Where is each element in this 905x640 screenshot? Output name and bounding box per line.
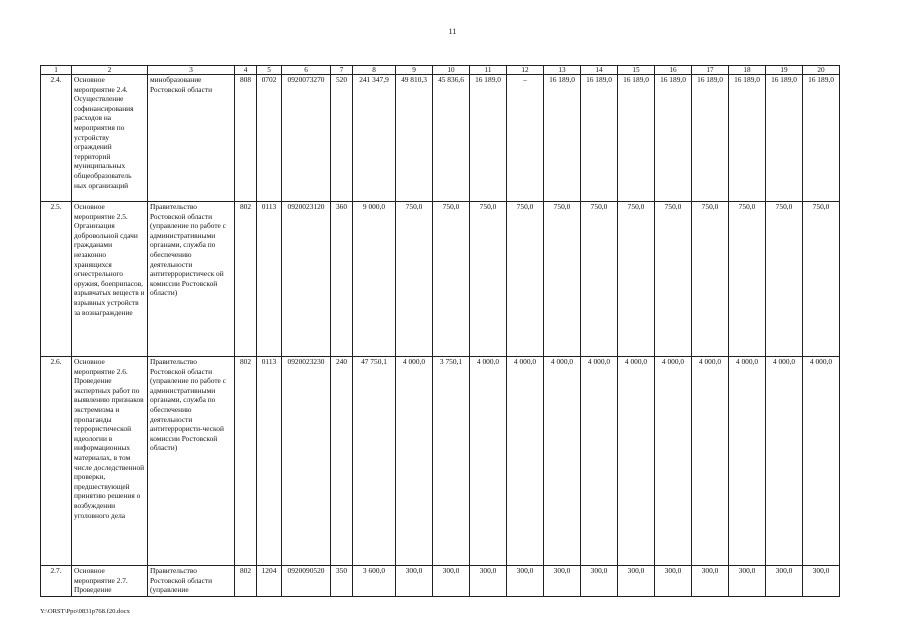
value-cell: 750,0	[655, 202, 692, 357]
activity-name: Основное мероприятие 2.5. Организация добровольной сдачи гражданами незаконно хранящихся огнестрельного оружия, боеприпасов, взрывчатых веществ и взрывных устройств за вознаграждение	[72, 202, 148, 357]
value-cell: 300,0	[729, 566, 766, 597]
page-number: 11	[448, 27, 457, 36]
value-cell: 47 750,1	[353, 357, 396, 566]
value-cell: 4 000,0	[692, 357, 729, 566]
row-number: 2.6.	[41, 357, 72, 566]
value-cell: 750,0	[581, 202, 618, 357]
value-cell: 4 000,0	[470, 357, 507, 566]
code-cell: 0920090520	[282, 566, 331, 597]
value-cell: 4 000,0	[803, 357, 840, 566]
value-cell: 45 836,6	[433, 75, 470, 202]
value-cell: 16 189,0	[470, 75, 507, 202]
value-cell: –	[507, 75, 544, 202]
activity-name: Основное мероприятие 2.6. Проведение экспертных работ по выявлению признаков экстремизма и пропаганды террористической идеологии в информационных материалах, в том числе доследственной проверки, предшествующей принятию решения о возбуждении уголовного дела	[72, 357, 148, 566]
value-cell: 750,0	[766, 202, 803, 357]
header-cell: 16	[655, 66, 692, 75]
file-path-footer: Y:\ORST\Ppo\0831p768.f20.docx	[40, 608, 130, 615]
budget-table	[40, 65, 840, 597]
header-cell: 6	[282, 66, 331, 75]
code-cell: 0920023120	[282, 202, 331, 357]
value-cell: 4 000,0	[396, 357, 433, 566]
value-cell: 300,0	[544, 566, 581, 597]
activity-name: Основное мероприятие 2.7. Проведение	[72, 566, 148, 597]
code-cell: 802	[235, 357, 257, 566]
value-cell: 16 189,0	[692, 75, 729, 202]
value-cell: 4 000,0	[581, 357, 618, 566]
value-cell: 4 000,0	[544, 357, 581, 566]
header-cell: 14	[581, 66, 618, 75]
code-cell: 808	[235, 75, 257, 202]
value-cell: 16 189,0	[729, 75, 766, 202]
value-cell: 300,0	[766, 566, 803, 597]
value-cell: 241 347,9	[353, 75, 396, 202]
header-cell: 10	[433, 66, 470, 75]
value-cell: 750,0	[692, 202, 729, 357]
value-cell: 3 600,0	[353, 566, 396, 597]
value-cell: 49 810,3	[396, 75, 433, 202]
header-cell: 9	[396, 66, 433, 75]
header-cell: 18	[729, 66, 766, 75]
code-cell: 802	[235, 566, 257, 597]
value-cell: 16 189,0	[581, 75, 618, 202]
value-cell: 300,0	[618, 566, 655, 597]
value-cell: 16 189,0	[803, 75, 840, 202]
code-cell: 0920073270	[282, 75, 331, 202]
code-cell: 0702	[257, 75, 282, 202]
row-number: 2.7.	[41, 566, 72, 597]
code-cell: 240	[331, 357, 353, 566]
value-cell: 3 750,1	[433, 357, 470, 566]
value-cell: 750,0	[470, 202, 507, 357]
value-cell: 16 189,0	[766, 75, 803, 202]
value-cell: 300,0	[803, 566, 840, 597]
code-cell: 350	[331, 566, 353, 597]
header-cell: 4	[235, 66, 257, 75]
header-cell: 12	[507, 66, 544, 75]
code-cell: 360	[331, 202, 353, 357]
executor: Правительство Ростовской области (управление	[148, 566, 235, 597]
executor: минобразование Ростовской области	[148, 75, 235, 202]
value-cell: 4 000,0	[655, 357, 692, 566]
value-cell: 750,0	[729, 202, 766, 357]
table-row	[41, 202, 840, 357]
value-cell: 16 189,0	[544, 75, 581, 202]
value-cell: 16 189,0	[655, 75, 692, 202]
header-cell: 19	[766, 66, 803, 75]
header-cell: 15	[618, 66, 655, 75]
value-cell: 300,0	[470, 566, 507, 597]
activity-name: Основное мероприятие 2.4. Осуществление софинансирования расходов на мероприятия по устройству ограждений территорий муниципальных общеобразователь ных организаций	[72, 75, 148, 202]
value-cell: 4 000,0	[507, 357, 544, 566]
header-cell: 20	[803, 66, 840, 75]
code-cell: 520	[331, 75, 353, 202]
code-cell: 0113	[257, 202, 282, 357]
value-cell: 750,0	[507, 202, 544, 357]
value-cell: 9 000,0	[353, 202, 396, 357]
value-cell: 16 189,0	[618, 75, 655, 202]
header-cell: 8	[353, 66, 396, 75]
value-cell: 300,0	[692, 566, 729, 597]
header-cell: 11	[470, 66, 507, 75]
executor: Правительство Ростовской области (управление по работе с административными органами, служба по обеспечению деятельности антитеррористи-ческой комиссии Ростовской области)	[148, 357, 235, 566]
value-cell: 300,0	[396, 566, 433, 597]
code-cell: 1204	[257, 566, 282, 597]
value-cell: 750,0	[544, 202, 581, 357]
value-cell: 4 000,0	[618, 357, 655, 566]
executor: Правительство Ростовской области (управление по работе с административными органами, служба по обеспечению деятельности антитеррористическ ой комиссии Ростовской области)	[148, 202, 235, 357]
value-cell: 750,0	[618, 202, 655, 357]
header-row	[41, 66, 840, 75]
code-cell: 0920023230	[282, 357, 331, 566]
row-number: 2.5.	[41, 202, 72, 357]
value-cell: 300,0	[655, 566, 692, 597]
code-cell: 802	[235, 202, 257, 357]
header-cell: 3	[148, 66, 235, 75]
table-row	[41, 75, 840, 202]
value-cell: 300,0	[507, 566, 544, 597]
code-cell: 0113	[257, 357, 282, 566]
value-cell: 4 000,0	[766, 357, 803, 566]
value-cell: 300,0	[581, 566, 618, 597]
header-cell: 1	[41, 66, 72, 75]
row-number: 2.4.	[41, 75, 72, 202]
value-cell: 750,0	[803, 202, 840, 357]
value-cell: 750,0	[433, 202, 470, 357]
value-cell: 750,0	[396, 202, 433, 357]
header-cell: 17	[692, 66, 729, 75]
table-row	[41, 357, 840, 566]
header-cell: 2	[72, 66, 148, 75]
value-cell: 4 000,0	[729, 357, 766, 566]
header-cell: 13	[544, 66, 581, 75]
header-cell: 7	[331, 66, 353, 75]
value-cell: 300,0	[433, 566, 470, 597]
header-cell: 5	[257, 66, 282, 75]
table-row	[41, 566, 840, 597]
